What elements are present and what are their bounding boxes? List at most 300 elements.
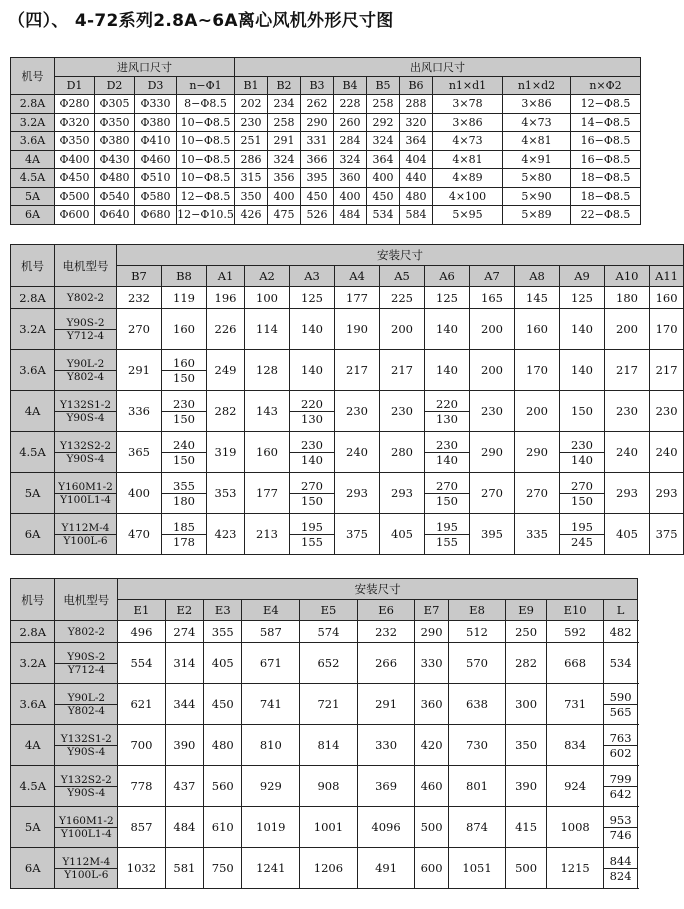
table-cell: 426: [235, 206, 268, 225]
table-cell: [290, 391, 335, 432]
table-cell: 721: [300, 684, 358, 725]
table-row: [11, 473, 684, 514]
table-cell: 114: [245, 309, 290, 350]
motor-model: Y160M1-2: [55, 815, 117, 828]
motor-model-cell: [55, 432, 117, 473]
table-cell: [425, 473, 470, 514]
column-header: A10: [605, 266, 650, 287]
table-row: [11, 206, 641, 225]
table-cell: 1206: [300, 848, 358, 889]
table-cell: 1001: [300, 807, 358, 848]
table-cell: 4×100: [433, 187, 503, 206]
split-value-part: 590: [604, 690, 636, 705]
table-cell: 230: [470, 391, 515, 432]
table-cell: 350: [235, 187, 268, 206]
split-value: [162, 397, 206, 426]
split-value-part: 245: [571, 534, 593, 549]
table-cell: 291: [117, 350, 162, 391]
table-cell: Φ480: [95, 169, 135, 188]
table-cell: 232: [357, 621, 415, 643]
table-cell: 22−Φ8.5: [571, 206, 641, 225]
split-value: [604, 690, 636, 719]
inlet-outlet-dimension-table: [10, 57, 641, 225]
table-cell: 364: [367, 150, 400, 169]
table-cell: 4×81: [433, 150, 503, 169]
table-cell: 324: [367, 132, 400, 151]
table-cell: 293: [380, 473, 425, 514]
page-title: （四）、 4-72系列2.8A~6A离心风机外形尺寸图: [8, 11, 394, 31]
motor-model: Y90L-2: [55, 358, 116, 371]
column-header: E8: [448, 600, 506, 621]
machine-no-cell: 5A: [11, 807, 55, 848]
table-cell: 228: [334, 95, 367, 114]
motor-model-header: 电机型号: [55, 245, 117, 287]
table-cell: [162, 514, 207, 555]
table-cell: 4×73: [503, 113, 571, 132]
machine-no-cell: 4A: [11, 150, 55, 169]
table-cell: 291: [357, 684, 415, 725]
column-header: E5: [300, 600, 358, 621]
table-cell: Φ380: [95, 132, 135, 151]
installation-dimension-table-b: [10, 578, 638, 889]
table-cell: 554: [118, 643, 166, 684]
split-value-part: 140: [571, 452, 593, 467]
motor-model: Y100L1-4: [60, 493, 111, 506]
table-cell: 200: [470, 309, 515, 350]
motor-model-cell: [55, 391, 117, 432]
table-cell: 324: [334, 150, 367, 169]
table-cell: 232: [117, 287, 162, 309]
split-value: [425, 520, 469, 549]
table-cell: 300: [506, 684, 546, 725]
table-cell: 213: [245, 514, 290, 555]
table-cell: 350: [506, 725, 546, 766]
table-cell: 874: [448, 807, 506, 848]
motor-model: Y132S1-2: [55, 399, 116, 412]
motor-model: Y90S-2: [55, 651, 117, 664]
table-cell: 140: [425, 350, 470, 391]
motor-model: Y90S-4: [67, 745, 106, 758]
table-cell: 400: [367, 169, 400, 188]
table-cell: 270: [117, 309, 162, 350]
table-cell: 810: [242, 725, 300, 766]
split-value-part: 270: [560, 479, 604, 494]
table-cell: 353: [207, 473, 245, 514]
table-cell: 395: [470, 514, 515, 555]
table-cell: 280: [380, 432, 425, 473]
table-cell: [560, 514, 605, 555]
table-cell: 125: [425, 287, 470, 309]
table-cell: 404: [400, 150, 433, 169]
table-row: [11, 132, 641, 151]
split-value-part: 155: [301, 534, 323, 549]
table-cell: 470: [117, 514, 162, 555]
motor-model-cell: [55, 766, 118, 807]
table-row: [11, 848, 638, 889]
column-header: E10: [546, 600, 604, 621]
table-cell: 4×89: [433, 169, 503, 188]
column-header: n−Φ1: [177, 76, 235, 95]
table-cell: 360: [334, 169, 367, 188]
table-cell: Φ430: [95, 150, 135, 169]
split-value-part: 140: [436, 452, 458, 467]
split-value-part: 150: [301, 493, 323, 508]
table-cell: 200: [605, 309, 650, 350]
table-cell: 405: [380, 514, 425, 555]
table-cell: 834: [546, 725, 604, 766]
split-value: [604, 813, 636, 842]
motor-model-split: [55, 399, 116, 424]
table-cell: [425, 514, 470, 555]
table-cell: 750: [204, 848, 242, 889]
table-cell: 500: [415, 807, 448, 848]
table-cell: 360: [415, 684, 448, 725]
table-cell: 600: [415, 848, 448, 889]
table-cell: 330: [357, 725, 415, 766]
table-cell: 10−Φ8.5: [177, 169, 235, 188]
table-cell: Φ320: [55, 113, 95, 132]
column-header: A3: [290, 266, 335, 287]
table-cell: 140: [425, 309, 470, 350]
motor-model-cell: [55, 684, 118, 725]
table-cell: 324: [268, 150, 301, 169]
table-cell: 610: [204, 807, 242, 848]
split-value-part: 150: [571, 493, 593, 508]
table-cell: 335: [515, 514, 560, 555]
table-cell: Φ460: [135, 150, 177, 169]
table-cell: 202: [235, 95, 268, 114]
machine-no-cell: 4.5A: [11, 432, 55, 473]
column-header: A2: [245, 266, 290, 287]
table-cell: 336: [117, 391, 162, 432]
split-value-part: 150: [173, 411, 195, 426]
machine-no-cell: 4.5A: [11, 169, 55, 188]
motor-model: Y90S-2: [55, 317, 116, 330]
table-row: [11, 287, 684, 309]
table-cell: 4×91: [503, 150, 571, 169]
column-header: L: [604, 600, 637, 621]
table-cell: 700: [118, 725, 166, 766]
table-cell: 3×86: [503, 95, 571, 114]
machine-no-cell: 3.2A: [11, 643, 55, 684]
install-group-header: 安装尺寸: [117, 245, 684, 266]
table-cell: 12−Φ8.5: [571, 95, 641, 114]
table-cell: 400: [268, 187, 301, 206]
table-cell: Φ510: [135, 169, 177, 188]
table-cell: 217: [335, 350, 380, 391]
split-value: [290, 438, 334, 467]
table-row: [11, 432, 684, 473]
table-cell: 270: [515, 473, 560, 514]
split-value-part: 195: [560, 520, 604, 535]
column-header: B4: [334, 76, 367, 95]
table-cell: 320: [400, 113, 433, 132]
table-row: [11, 514, 684, 555]
split-value-part: 230: [290, 438, 334, 453]
table-cell: 1032: [118, 848, 166, 889]
table-cell: 4096: [357, 807, 415, 848]
table-cell: 638: [448, 684, 506, 725]
split-value-part: 220: [290, 397, 334, 412]
machine-no-cell: 3.6A: [11, 350, 55, 391]
table-cell: 230: [605, 391, 650, 432]
table-cell: 100: [245, 287, 290, 309]
table-cell: 217: [650, 350, 684, 391]
table-cell: 480: [204, 725, 242, 766]
machine-no-cell: 4A: [11, 725, 55, 766]
inlet-group-header: 进风口尺寸: [55, 58, 235, 77]
motor-model-split: [55, 815, 117, 840]
motor-model: Y90S-4: [67, 786, 106, 799]
table-cell: 390: [165, 725, 203, 766]
split-value-part: 763: [604, 731, 636, 746]
table-cell: 196: [207, 287, 245, 309]
table-cell: 450: [301, 187, 334, 206]
column-header: B6: [400, 76, 433, 95]
table-cell: 250: [506, 621, 546, 643]
table-cell: 560: [204, 766, 242, 807]
table-cell: 190: [335, 309, 380, 350]
table-cell: [604, 807, 637, 848]
machine-no-cell: 6A: [11, 514, 55, 555]
motor-model: Y90S-4: [66, 452, 105, 465]
column-header: E3: [204, 600, 242, 621]
table-row: [11, 309, 684, 350]
installation-dimension-table-a: [10, 244, 684, 555]
table-cell: 290: [301, 113, 334, 132]
motor-model-split: [55, 522, 116, 547]
machine-no-header: 机号: [11, 58, 55, 95]
table-cell: 652: [300, 643, 358, 684]
table-cell: 356: [268, 169, 301, 188]
table-row: [11, 187, 641, 206]
column-header: E6: [357, 600, 415, 621]
machine-no-cell: 4.5A: [11, 766, 55, 807]
table-cell: 240: [605, 432, 650, 473]
column-header: B3: [301, 76, 334, 95]
table-cell: 924: [546, 766, 604, 807]
table-cell: Φ400: [55, 150, 95, 169]
split-value-part: 178: [173, 534, 195, 549]
table-cell: 365: [117, 432, 162, 473]
column-header: E9: [506, 600, 546, 621]
table-cell: 274: [165, 621, 203, 643]
table-cell: 177: [245, 473, 290, 514]
table-cell: 1241: [242, 848, 300, 889]
column-header: A6: [425, 266, 470, 287]
table-cell: 140: [290, 309, 335, 350]
machine-no-cell: 4A: [11, 391, 55, 432]
table-cell: Φ350: [95, 113, 135, 132]
table-cell: 10−Φ8.5: [177, 150, 235, 169]
table-cell: 570: [448, 643, 506, 684]
table-cell: 230: [235, 113, 268, 132]
table-cell: 165: [470, 287, 515, 309]
table-cell: 10−Φ8.5: [177, 113, 235, 132]
split-value: [290, 397, 334, 426]
table-cell: Φ680: [135, 206, 177, 225]
table-cell: 16−Φ8.5: [571, 132, 641, 151]
table-cell: 390: [506, 766, 546, 807]
table-cell: 621: [118, 684, 166, 725]
motor-model-cell: Y802-2: [55, 287, 117, 309]
motor-model-cell: [55, 309, 117, 350]
split-value-part: 602: [609, 745, 632, 760]
split-value: [604, 772, 636, 801]
table-cell: 484: [165, 807, 203, 848]
column-header: A1: [207, 266, 245, 287]
split-value-part: 130: [436, 411, 458, 426]
split-value-part: 185: [162, 520, 206, 535]
table-cell: [162, 473, 207, 514]
table-cell: 217: [605, 350, 650, 391]
machine-no-header: 机号: [11, 579, 55, 621]
table-cell: 929: [242, 766, 300, 807]
table-cell: 400: [117, 473, 162, 514]
motor-model: Y100L1-4: [60, 827, 112, 840]
table-cell: Φ305: [95, 95, 135, 114]
table-cell: 801: [448, 766, 506, 807]
split-value-part: 195: [425, 520, 469, 535]
table-cell: 330: [415, 643, 448, 684]
table-cell: 5×90: [503, 187, 571, 206]
table-cell: 584: [400, 206, 433, 225]
motor-model-split: [55, 856, 117, 881]
table-cell: 460: [415, 766, 448, 807]
split-value-part: 220: [425, 397, 469, 412]
table-cell: 908: [300, 766, 358, 807]
split-value: [290, 520, 334, 549]
motor-model-cell: [55, 350, 117, 391]
column-header: A5: [380, 266, 425, 287]
table-cell: 125: [290, 287, 335, 309]
table-cell: 375: [335, 514, 380, 555]
table-cell: 282: [207, 391, 245, 432]
split-value-part: 355: [162, 479, 206, 494]
motor-model: Y100L-6: [63, 534, 108, 547]
column-header: E4: [242, 600, 300, 621]
table-cell: 423: [207, 514, 245, 555]
column-header: n1×d1: [433, 76, 503, 95]
table-cell: [162, 432, 207, 473]
machine-no-cell: 5A: [11, 187, 55, 206]
table-cell: 293: [650, 473, 684, 514]
table-cell: 150: [560, 391, 605, 432]
table-row: [11, 95, 641, 114]
split-value: [162, 356, 206, 385]
table-cell: 258: [268, 113, 301, 132]
split-value-part: 230: [560, 438, 604, 453]
outlet-group-header: 出风口尺寸: [235, 58, 641, 77]
motor-model: Y802-4: [66, 370, 105, 383]
split-value-part: 746: [609, 827, 632, 842]
table-cell: 1051: [448, 848, 506, 889]
table-cell: 814: [300, 725, 358, 766]
motor-model-cell: [55, 807, 118, 848]
table-cell: 217: [380, 350, 425, 391]
table-cell: 12−Φ8.5: [177, 187, 235, 206]
motor-model-split: [55, 651, 117, 676]
table-row: [11, 169, 641, 188]
table-cell: 180: [605, 287, 650, 309]
table-cell: 1008: [546, 807, 604, 848]
table-cell: 4×81: [503, 132, 571, 151]
column-header: B7: [117, 266, 162, 287]
table-cell: 140: [560, 350, 605, 391]
split-value-part: 240: [162, 438, 206, 453]
split-value: [162, 520, 206, 549]
table-cell: 319: [207, 432, 245, 473]
table-cell: 366: [301, 150, 334, 169]
split-value: [425, 438, 469, 467]
table-cell: 491: [357, 848, 415, 889]
table-cell: 160: [162, 309, 207, 350]
table-cell: 140: [290, 350, 335, 391]
table-row: [11, 684, 638, 725]
machine-no-cell: 6A: [11, 848, 55, 889]
table-cell: 5×89: [503, 206, 571, 225]
table-cell: 160: [245, 432, 290, 473]
table-cell: [162, 391, 207, 432]
table-cell: 143: [245, 391, 290, 432]
split-value-part: 130: [301, 411, 323, 426]
machine-no-cell: 3.2A: [11, 113, 55, 132]
table-cell: 1019: [242, 807, 300, 848]
table-cell: 12−Φ10.5: [177, 206, 235, 225]
table-cell: 249: [207, 350, 245, 391]
motor-model-split: [55, 358, 116, 383]
split-value-part: 270: [290, 479, 334, 494]
split-value: [290, 479, 334, 508]
table-cell: 534: [367, 206, 400, 225]
motor-model: Y132S1-2: [55, 733, 117, 746]
motor-model-cell: [55, 514, 117, 555]
table-cell: 262: [301, 95, 334, 114]
table-cell: 1215: [546, 848, 604, 889]
table-cell: 140: [560, 309, 605, 350]
table-row: [11, 621, 638, 643]
table-cell: 731: [546, 684, 604, 725]
column-header: E2: [165, 600, 203, 621]
motor-model: Y90S-4: [66, 411, 105, 424]
motor-model: Y160M1-2: [55, 481, 116, 494]
table-cell: 230: [335, 391, 380, 432]
column-header: B8: [162, 266, 207, 287]
table-cell: 18−Φ8.5: [571, 187, 641, 206]
split-value: [560, 438, 604, 467]
table-cell: 234: [268, 95, 301, 114]
machine-no-cell: 3.6A: [11, 684, 55, 725]
motor-model: Y112M-4: [55, 856, 117, 869]
table-cell: 314: [165, 643, 203, 684]
motor-model: Y112M-4: [55, 522, 116, 535]
table-cell: [290, 514, 335, 555]
table-cell: 741: [242, 684, 300, 725]
motor-model-split: [55, 733, 117, 758]
machine-no-cell: 6A: [11, 206, 55, 225]
table-cell: 440: [400, 169, 433, 188]
split-value-part: 180: [173, 493, 195, 508]
table-cell: 200: [380, 309, 425, 350]
table-cell: 315: [235, 169, 268, 188]
table-cell: 369: [357, 766, 415, 807]
table-cell: Φ600: [55, 206, 95, 225]
table-cell: 230: [380, 391, 425, 432]
table-cell: 292: [367, 113, 400, 132]
table-cell: 405: [204, 643, 242, 684]
column-header: A9: [560, 266, 605, 287]
motor-model: Y712-4: [66, 329, 105, 342]
